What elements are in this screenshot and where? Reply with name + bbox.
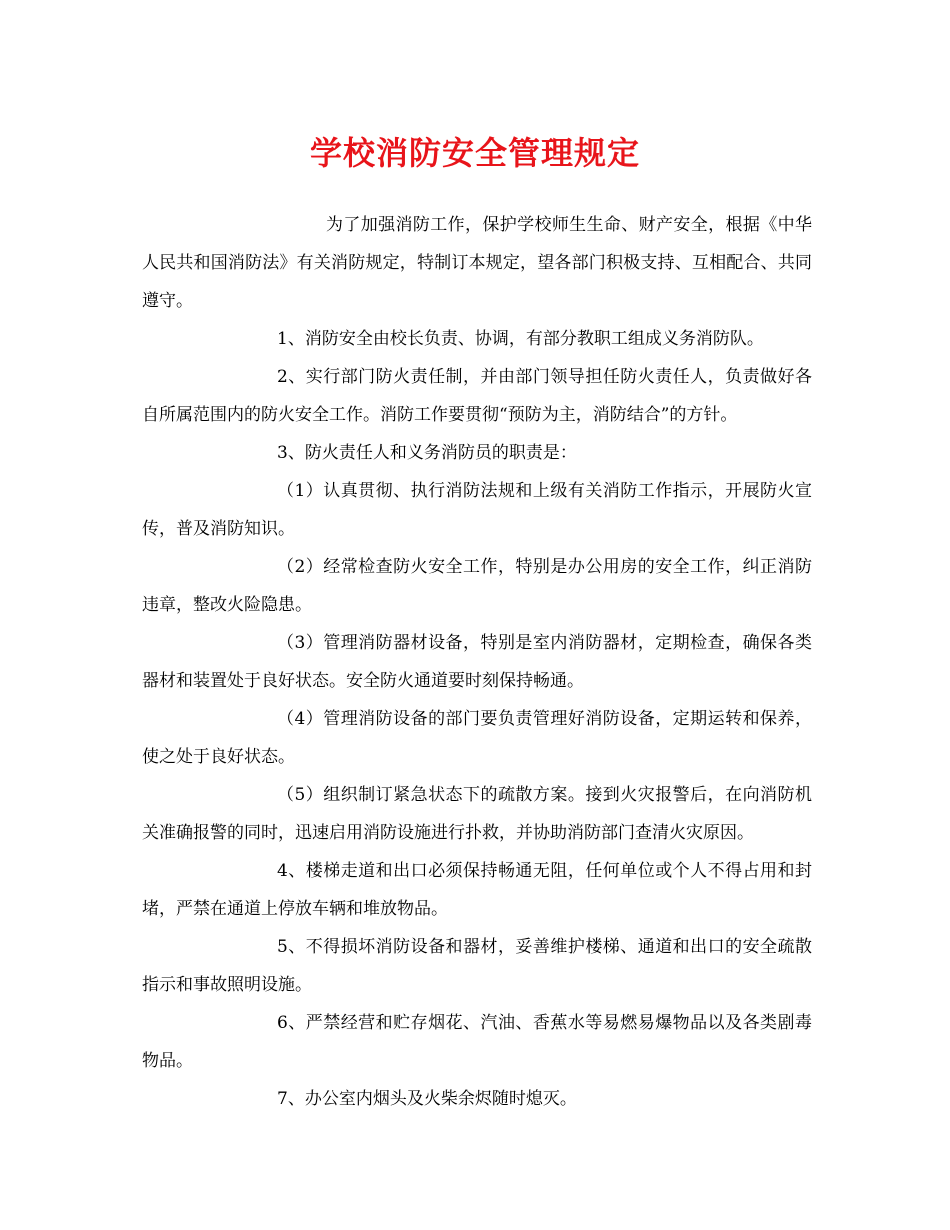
rule-item-3: 3、防火责任人和义务消防员的职责是： <box>277 443 577 463</box>
rule-item-2: 2、实行部门防火责任制，并由部门领导担任防火责任人，负责做好各自所属范围内的防火安全工作。消防工作要贯彻“预防为主，消防结合”的方针。 <box>142 367 812 425</box>
rule-item-6: 6、严禁经营和贮存烟花、汽油、香蕉水等易燃易爆物品以及各类剧毒物品。 <box>142 1013 812 1071</box>
rule-subitem-5: （5）组织制订紧急状态下的疏散方案。接到火灾报警后，在向消防机关准确报警的同时，迅速启用消防设施进行扑救，并协助消防部门查清火灾原因。 <box>142 785 812 843</box>
rule-subitem-3: （3）管理消防器材设备，特别是室内消防器材，定期检查，确保各类器材和装置处于良好状态。安全防火通道要时刻保持畅通。 <box>142 633 812 691</box>
rule-subitem-1: （1）认真贯彻、执行消防法规和上级有关消防工作指示，开展防火宣传，普及消防知识。 <box>142 481 812 539</box>
rule-subitem-4: （4）管理消防设备的部门要负责管理好消防设备，定期运转和保养，使之处于良好状态。 <box>142 709 812 767</box>
rule-item-1: 1、消防安全由校长负责、协调，有部分教职工组成义务消防队。 <box>277 329 764 349</box>
rule-item-4: 4、楼梯走道和出口必须保持畅通无阻，任何单位或个人不得占用和封堵，严禁在通道上停放车辆和堆放物品。 <box>142 861 812 919</box>
rule-item-7: 7、办公室内烟头及火柴余烬随时熄灭。 <box>277 1089 577 1109</box>
rule-item-5: 5、不得损坏消防设备和器材，妥善维护楼梯、通道和出口的安全疏散指示和事故照明设施。 <box>142 937 812 995</box>
document-body <box>142 206 812 1118</box>
rule-subitem-2: （2）经常检查防火安全工作，特别是办公用房的安全工作，纠正消防违章，整改火险隐患。 <box>142 557 812 615</box>
intro-paragraph: 为了加强消防工作，保护学校师生生命、财产安全，根据《中华人民共和国消防法》有关消防规定，特制订本规定，望各部门积极支持、互相配合、共同遵守。 <box>142 215 812 311</box>
document-title: 学校消防安全管理规定 <box>309 134 640 172</box>
